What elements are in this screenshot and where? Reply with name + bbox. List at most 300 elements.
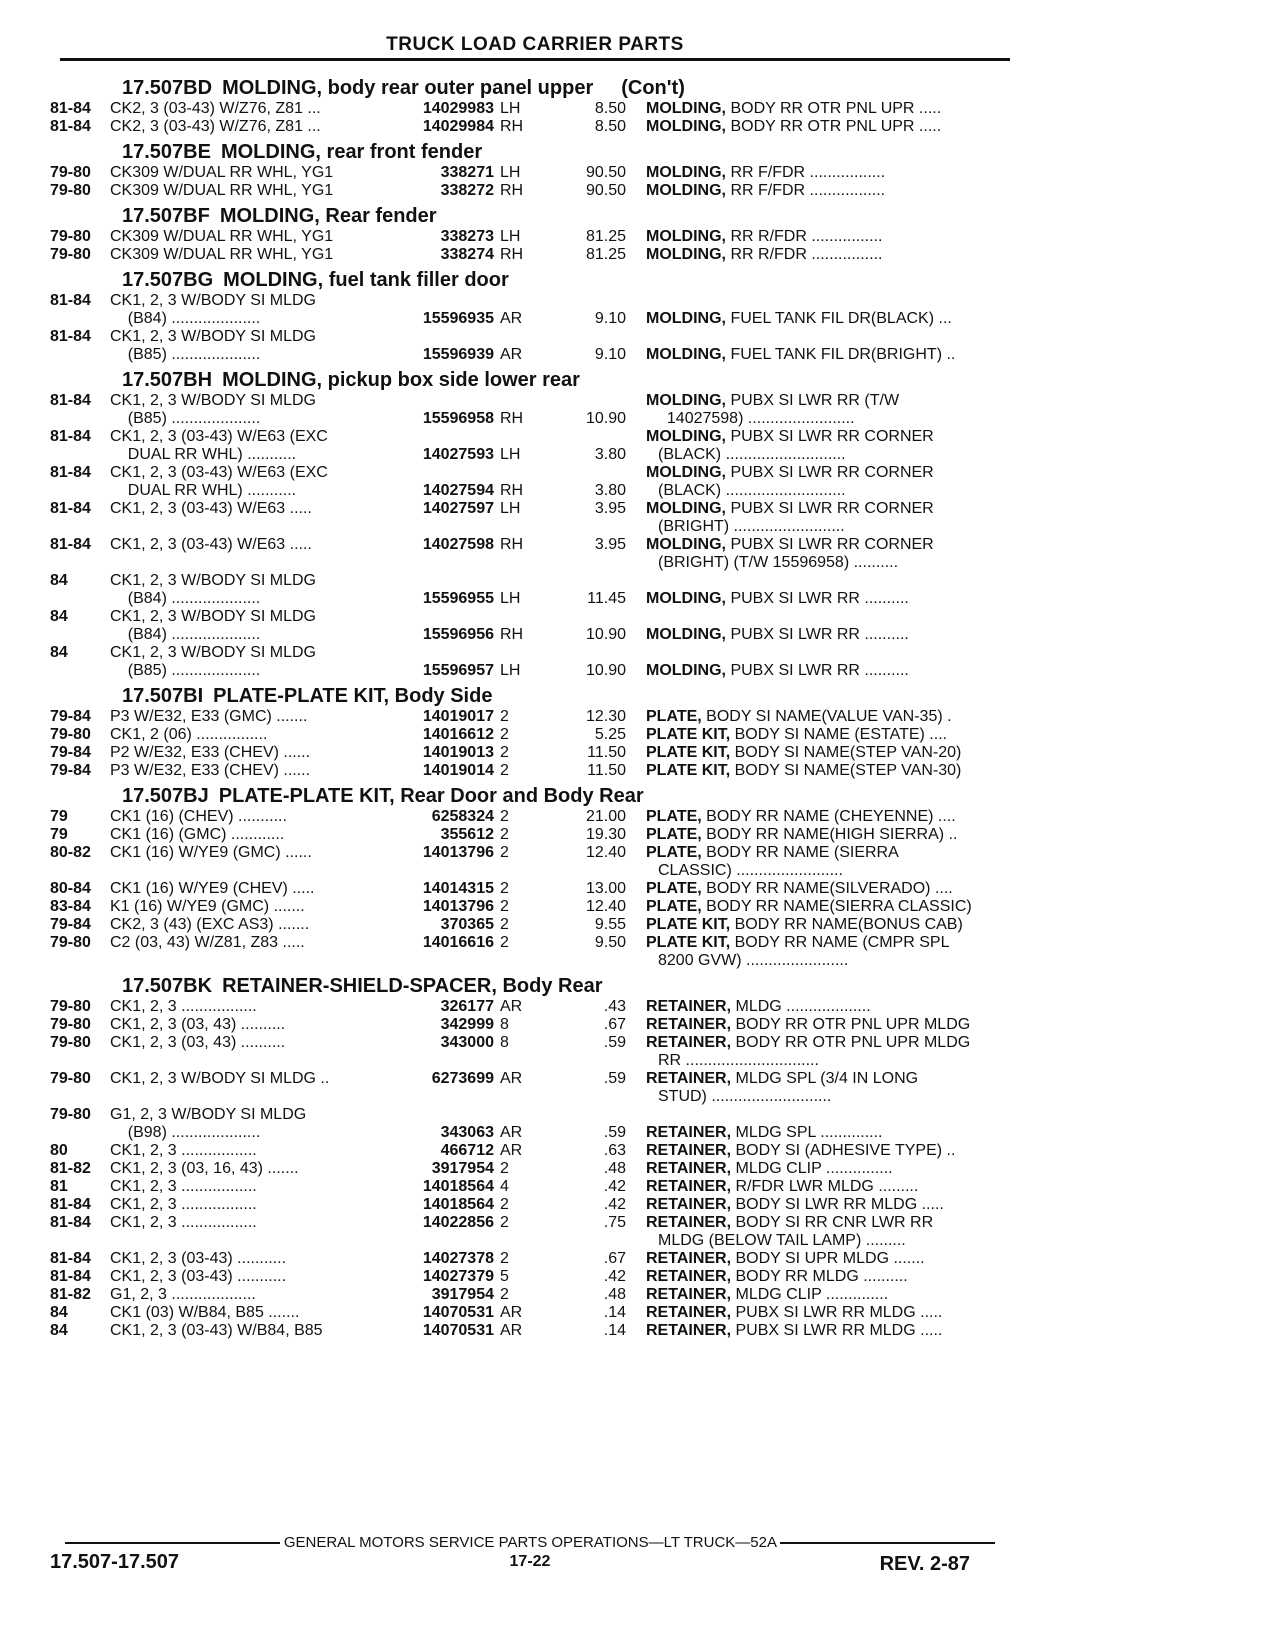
application bbox=[110, 292, 388, 328]
page-header bbox=[60, 34, 1010, 61]
description bbox=[646, 826, 1018, 844]
description-text: STUD) ........................... bbox=[658, 1088, 832, 1105]
application-line: CK1, 2, 3 (03, 43) .......... bbox=[110, 1034, 286, 1051]
application-line: P3 W/E32, E33 (GMC) ....... bbox=[110, 708, 308, 725]
part-row bbox=[50, 808, 1018, 826]
quantity-code: AR bbox=[500, 1322, 523, 1339]
description-noun: MOLDING, bbox=[646, 310, 726, 327]
application-line: CK1, 2, 3 (03, 43) .......... bbox=[110, 1016, 286, 1033]
description-text: MLDG CLIP ............... bbox=[735, 1160, 893, 1177]
part-row bbox=[50, 1106, 1018, 1142]
section-code: 17.507BD bbox=[122, 77, 213, 99]
description-text: (BRIGHT) ......................... bbox=[658, 518, 845, 535]
description bbox=[646, 916, 1018, 934]
part-row bbox=[50, 100, 1018, 118]
description-text: (BRIGHT) (T/W 15596958) .......... bbox=[658, 554, 899, 571]
application bbox=[110, 392, 388, 428]
description-line bbox=[646, 1268, 1018, 1286]
description bbox=[646, 898, 1018, 916]
price: .75 bbox=[603, 1214, 626, 1231]
model-years: 81-84 bbox=[50, 392, 91, 409]
price: 9.50 bbox=[594, 934, 626, 951]
description bbox=[646, 100, 1018, 118]
quantity-code: 2 bbox=[500, 762, 509, 779]
quantity-code: 5 bbox=[500, 1268, 509, 1285]
section-title: PLATE-PLATE KIT, bbox=[218, 785, 395, 807]
quantity-code: LH bbox=[500, 662, 521, 679]
description bbox=[646, 1322, 1018, 1340]
header-rule bbox=[60, 58, 1010, 61]
part-row bbox=[50, 1322, 1018, 1340]
price: 9.55 bbox=[594, 916, 626, 933]
application-line: CK309 W/DUAL RR WHL, YG1 bbox=[110, 246, 334, 263]
description-noun: RETAINER, bbox=[646, 1034, 732, 1051]
description-text: MLDG SPL (3/4 IN LONG bbox=[735, 1070, 919, 1087]
application-line: K1 (16) W/YE9 (GMC) ....... bbox=[110, 898, 305, 915]
application-line: CK1, 2, 3 (03-43) W/E63 (EXC bbox=[110, 464, 328, 481]
spacer bbox=[626, 1016, 646, 1034]
price: 5.25 bbox=[594, 726, 626, 743]
application-line: CK1, 2, 3 (03, 16, 43) ....... bbox=[110, 1160, 299, 1177]
application-line: CK1, 2, 3 (03-43) W/E63 (EXC bbox=[110, 428, 328, 445]
model-years: 81 bbox=[50, 1178, 68, 1195]
part-row bbox=[50, 998, 1018, 1016]
model-years: 83-84 bbox=[50, 898, 91, 915]
model-years: 80-82 bbox=[50, 844, 91, 861]
footer-rule-right bbox=[780, 1542, 995, 1544]
description-line bbox=[646, 410, 1018, 428]
description-line bbox=[646, 536, 1018, 554]
application-line: CK1 (16) W/YE9 (CHEV) ..... bbox=[110, 880, 315, 897]
part-number: 338271 bbox=[440, 164, 494, 181]
description bbox=[646, 934, 1018, 970]
description-noun: PLATE KIT, bbox=[646, 762, 731, 779]
quantity-code: LH bbox=[500, 590, 521, 607]
description-noun: MOLDING, bbox=[646, 246, 726, 263]
application-line: (B85) .................... bbox=[110, 662, 261, 679]
part-row bbox=[50, 1268, 1018, 1286]
model-years: 81-84 bbox=[50, 1250, 91, 1267]
description-line bbox=[646, 118, 1018, 136]
description-text: BODY SI NAME(STEP VAN-30) bbox=[734, 762, 962, 779]
part-number: 14022856 bbox=[422, 1214, 494, 1231]
description-text: RR R/FDR ................ bbox=[730, 246, 883, 263]
spacer bbox=[626, 762, 646, 780]
quantity-code: RH bbox=[500, 626, 524, 643]
application-line: CK1, 2, 3 W/BODY SI MLDG bbox=[110, 328, 316, 345]
application bbox=[110, 1322, 388, 1340]
model-years: 84 bbox=[50, 1322, 68, 1339]
part-number: 14013796 bbox=[422, 898, 494, 915]
model-years: 79-80 bbox=[50, 1016, 91, 1033]
quantity-code: AR bbox=[500, 1142, 523, 1159]
part-row bbox=[50, 608, 1018, 644]
part-row bbox=[50, 1016, 1018, 1034]
part-number: 14029983 bbox=[422, 100, 494, 117]
description-line bbox=[646, 246, 1018, 264]
application-line: CK2, 3 (43) (EXC AS3) ....... bbox=[110, 916, 310, 933]
application bbox=[110, 1016, 388, 1034]
part-number: 15596935 bbox=[422, 310, 494, 327]
application bbox=[110, 1196, 388, 1214]
quantity-code: 2 bbox=[500, 1214, 509, 1231]
description-noun: RETAINER, bbox=[646, 1178, 732, 1195]
quantity-code: 2 bbox=[500, 726, 509, 743]
description-text: BODY RR OTR PNL UPR MLDG bbox=[735, 1034, 971, 1051]
application-line: (B84) .................... bbox=[110, 310, 261, 327]
application bbox=[110, 1268, 388, 1286]
description bbox=[646, 392, 1018, 428]
application bbox=[110, 572, 388, 608]
price: 3.80 bbox=[594, 446, 626, 463]
model-years: 81-82 bbox=[50, 1160, 91, 1177]
part-row bbox=[50, 844, 1018, 880]
part-number: 14027597 bbox=[422, 500, 494, 517]
part-row bbox=[50, 292, 1018, 328]
spacer bbox=[626, 844, 646, 880]
quantity-code: 8 bbox=[500, 1016, 509, 1033]
quantity-code: LH bbox=[500, 446, 521, 463]
quantity-code: 2 bbox=[500, 808, 509, 825]
description-line bbox=[646, 1142, 1018, 1160]
spacer bbox=[626, 182, 646, 200]
part-number: 14018564 bbox=[422, 1196, 494, 1213]
application bbox=[110, 1070, 388, 1106]
description-noun: RETAINER, bbox=[646, 1214, 732, 1231]
description-noun: PLATE, bbox=[646, 708, 702, 725]
part-row bbox=[50, 708, 1018, 726]
spacer bbox=[626, 608, 646, 644]
description-noun: PLATE KIT, bbox=[646, 744, 731, 761]
price: 10.90 bbox=[585, 626, 626, 643]
description-text: CLASSIC) ........................ bbox=[658, 862, 843, 879]
description-noun: PLATE, bbox=[646, 826, 702, 843]
description-noun: PLATE, bbox=[646, 808, 702, 825]
price: 3.80 bbox=[594, 482, 626, 499]
price: 10.90 bbox=[585, 410, 626, 427]
quantity-code: AR bbox=[500, 346, 523, 363]
description-line bbox=[646, 662, 1018, 680]
application bbox=[110, 826, 388, 844]
section-heading bbox=[50, 974, 1018, 998]
spacer bbox=[626, 500, 646, 536]
application-line: CK1, 2, 3 W/BODY SI MLDG bbox=[110, 392, 316, 409]
quantity-code: 2 bbox=[500, 880, 509, 897]
description-text: BODY RR NAME(BONUS CAB) bbox=[734, 916, 963, 933]
application bbox=[110, 934, 388, 970]
part-number: 14027379 bbox=[422, 1268, 494, 1285]
description-text: BODY SI NAME(STEP VAN-20) bbox=[734, 744, 962, 761]
application-line: (B98) .................... bbox=[110, 1124, 261, 1141]
quantity-code: AR bbox=[500, 1070, 523, 1087]
price: 11.50 bbox=[587, 744, 626, 761]
spacer bbox=[626, 572, 646, 608]
description-text: BODY SI NAME (ESTATE) .... bbox=[734, 726, 948, 743]
section-heading bbox=[50, 204, 1018, 228]
application bbox=[110, 1250, 388, 1268]
application bbox=[110, 246, 388, 264]
description-line bbox=[646, 862, 1018, 880]
description-text: BODY SI RR CNR LWR RR bbox=[735, 1214, 934, 1231]
model-years: 79-80 bbox=[50, 998, 91, 1015]
part-number: 14070531 bbox=[422, 1322, 494, 1339]
description-noun: PLATE, bbox=[646, 880, 702, 897]
price: 90.50 bbox=[585, 182, 626, 199]
quantity-code: AR bbox=[500, 310, 523, 327]
section-code: 17.507BH bbox=[122, 369, 213, 391]
description-line bbox=[646, 726, 1018, 744]
description bbox=[646, 708, 1018, 726]
section-subtitle: fuel tank filler door bbox=[328, 269, 509, 291]
application-line: CK1, 2, 3 (03-43) ........... bbox=[110, 1250, 287, 1267]
description-line bbox=[646, 1178, 1018, 1196]
model-years: 81-84 bbox=[50, 328, 91, 345]
model-years: 79-80 bbox=[50, 1106, 91, 1123]
quantity-code: LH bbox=[500, 500, 521, 517]
spacer bbox=[626, 808, 646, 826]
part-number: 338273 bbox=[440, 228, 494, 245]
spacer bbox=[626, 644, 646, 680]
part-row bbox=[50, 644, 1018, 680]
description-line bbox=[646, 310, 1018, 328]
description-line bbox=[646, 346, 1018, 364]
description-noun: RETAINER, bbox=[646, 1196, 732, 1213]
description-line bbox=[646, 1196, 1018, 1214]
price: 11.50 bbox=[587, 762, 626, 779]
application-line: CK1, 2, 3 ................. bbox=[110, 998, 257, 1015]
model-years: 81-84 bbox=[50, 428, 91, 445]
model-years: 79-84 bbox=[50, 708, 91, 725]
model-years: 81-84 bbox=[50, 292, 91, 309]
spacer bbox=[626, 246, 646, 264]
part-row bbox=[50, 826, 1018, 844]
application bbox=[110, 1034, 388, 1070]
part-number: 15596955 bbox=[422, 590, 494, 607]
part-number: 15596957 bbox=[422, 662, 494, 679]
quantity-code: LH bbox=[500, 100, 521, 117]
price: 90.50 bbox=[585, 164, 626, 181]
price: .48 bbox=[603, 1160, 626, 1177]
model-years: 84 bbox=[50, 644, 68, 661]
part-row bbox=[50, 916, 1018, 934]
part-row bbox=[50, 1034, 1018, 1070]
description-line bbox=[646, 1070, 1018, 1088]
part-number: 355612 bbox=[440, 826, 494, 843]
spacer bbox=[626, 934, 646, 970]
application-line: CK2, 3 (03-43) W/Z76, Z81 ... bbox=[110, 118, 321, 135]
application bbox=[110, 500, 388, 536]
part-row bbox=[50, 1304, 1018, 1322]
description-text: BODY SI LWR RR MLDG ..... bbox=[735, 1196, 944, 1213]
part-number: 6273699 bbox=[431, 1070, 494, 1087]
part-row bbox=[50, 328, 1018, 364]
price: .48 bbox=[603, 1286, 626, 1303]
application bbox=[110, 808, 388, 826]
description bbox=[646, 1124, 1018, 1142]
model-years: 79-80 bbox=[50, 1070, 91, 1087]
description bbox=[646, 844, 1018, 880]
description-line bbox=[646, 554, 1018, 572]
description-line bbox=[646, 952, 1018, 970]
model-years: 84 bbox=[50, 572, 68, 589]
application bbox=[110, 182, 388, 200]
description-noun: PLATE KIT, bbox=[646, 934, 731, 951]
model-years: 81-84 bbox=[50, 1196, 91, 1213]
description-line bbox=[646, 464, 1018, 482]
application-line: CK1, 2, 3 W/BODY SI MLDG bbox=[110, 292, 316, 309]
quantity-code: RH bbox=[500, 410, 524, 427]
spacer bbox=[626, 1268, 646, 1286]
section-code: 17.507BE bbox=[122, 141, 211, 163]
price: .14 bbox=[603, 1322, 626, 1339]
part-number: 14027598 bbox=[422, 536, 494, 553]
price: 12.40 bbox=[585, 844, 626, 861]
spacer bbox=[626, 1286, 646, 1304]
description-noun: RETAINER, bbox=[646, 1250, 732, 1267]
part-number: 326177 bbox=[440, 998, 494, 1015]
application bbox=[110, 1304, 388, 1322]
spacer bbox=[626, 1250, 646, 1268]
application bbox=[110, 1214, 388, 1250]
part-number: 14019013 bbox=[422, 744, 494, 761]
application bbox=[110, 1160, 388, 1178]
application bbox=[110, 118, 388, 136]
description bbox=[646, 1286, 1018, 1304]
part-number: 14013796 bbox=[422, 844, 494, 861]
application-line: CK309 W/DUAL RR WHL, YG1 bbox=[110, 164, 334, 181]
description bbox=[646, 428, 1018, 464]
application-line: CK1, 2, 3 W/BODY SI MLDG .. bbox=[110, 1070, 330, 1087]
description bbox=[646, 1016, 1018, 1034]
part-number: 342999 bbox=[440, 1016, 494, 1033]
spacer bbox=[626, 1304, 646, 1322]
description-noun: RETAINER, bbox=[646, 1142, 732, 1159]
description bbox=[646, 1160, 1018, 1178]
application-line: C2 (03, 43) W/Z81, Z83 ..... bbox=[110, 934, 305, 951]
description-text: 14027598) ........................ bbox=[658, 410, 855, 427]
price: .42 bbox=[603, 1178, 626, 1195]
application-line: CK1, 2 (06) ................ bbox=[110, 726, 268, 743]
application-line: CK1, 2, 3 ................. bbox=[110, 1178, 257, 1195]
section-heading bbox=[50, 76, 1018, 100]
application-line: DUAL RR WHL) ........... bbox=[110, 446, 297, 463]
part-row bbox=[50, 880, 1018, 898]
description-noun: PLATE, bbox=[646, 844, 702, 861]
description-noun: PLATE KIT, bbox=[646, 916, 731, 933]
spacer bbox=[626, 826, 646, 844]
application bbox=[110, 328, 388, 364]
model-years: 79-80 bbox=[50, 1034, 91, 1051]
application-line: CK1, 2, 3 (03-43) W/B84, B85 bbox=[110, 1322, 323, 1339]
part-row bbox=[50, 1214, 1018, 1250]
description bbox=[646, 464, 1018, 500]
price: .63 bbox=[603, 1142, 626, 1159]
description-noun: MOLDING, bbox=[646, 118, 726, 135]
description-line bbox=[646, 182, 1018, 200]
application-line: P2 W/E32, E33 (CHEV) ...... bbox=[110, 744, 311, 761]
description bbox=[646, 626, 1018, 644]
price: .59 bbox=[603, 1124, 626, 1141]
description-noun: RETAINER, bbox=[646, 1070, 732, 1087]
section-title: MOLDING, bbox=[220, 141, 321, 163]
part-row bbox=[50, 726, 1018, 744]
section-subtitle: body rear outer panel upper bbox=[327, 77, 594, 99]
application bbox=[110, 844, 388, 880]
part-number: 14019014 bbox=[422, 762, 494, 779]
application-line: DUAL RR WHL) ........... bbox=[110, 482, 297, 499]
part-number: 14029984 bbox=[422, 118, 494, 135]
application bbox=[110, 608, 388, 644]
application-line: CK309 W/DUAL RR WHL, YG1 bbox=[110, 228, 334, 245]
quantity-code: 2 bbox=[500, 744, 509, 761]
application-line: (B84) .................... bbox=[110, 590, 261, 607]
spacer bbox=[626, 392, 646, 428]
description-line bbox=[646, 880, 1018, 898]
description bbox=[646, 500, 1018, 536]
part-number: 466712 bbox=[440, 1142, 494, 1159]
application-line: CK1 (16) W/YE9 (GMC) ...... bbox=[110, 844, 312, 861]
section-subtitle: Body Side bbox=[394, 685, 493, 707]
price: .42 bbox=[603, 1268, 626, 1285]
description-text: (BLACK) ........................... bbox=[658, 446, 846, 463]
description-line bbox=[646, 708, 1018, 726]
part-row bbox=[50, 934, 1018, 970]
part-number: 14016612 bbox=[422, 726, 494, 743]
part-row bbox=[50, 898, 1018, 916]
model-years: 81-84 bbox=[50, 536, 91, 553]
application-line: CK1 (03) W/B84, B85 ....... bbox=[110, 1304, 300, 1321]
description-line bbox=[646, 590, 1018, 608]
description-line bbox=[646, 744, 1018, 762]
description-text: MLDG (BELOW TAIL LAMP) ......... bbox=[658, 1232, 906, 1249]
price: .59 bbox=[603, 1034, 626, 1051]
section-title: RETAINER-SHIELD-SPACER, bbox=[222, 975, 497, 997]
description-text: RR .............................. bbox=[658, 1052, 819, 1069]
description bbox=[646, 726, 1018, 744]
section-subtitle: pickup box side lower rear bbox=[327, 369, 580, 391]
model-years: 79-80 bbox=[50, 726, 91, 743]
section-title: PLATE-PLATE KIT, bbox=[213, 685, 390, 707]
application-line: CK1, 2, 3 (03-43) W/E63 ..... bbox=[110, 536, 312, 553]
price: 81.25 bbox=[585, 228, 626, 245]
price: 9.10 bbox=[594, 310, 626, 327]
description bbox=[646, 1034, 1018, 1070]
part-row bbox=[50, 392, 1018, 428]
application bbox=[110, 898, 388, 916]
description-noun: RETAINER, bbox=[646, 1268, 732, 1285]
description bbox=[646, 1196, 1018, 1214]
footer-bottom bbox=[50, 1551, 1010, 1577]
description-text: 8200 GVW) ....................... bbox=[658, 952, 849, 969]
section-code: 17.507BJ bbox=[122, 785, 209, 807]
description-noun: MOLDING, bbox=[646, 464, 726, 481]
application bbox=[110, 708, 388, 726]
description-noun: RETAINER, bbox=[646, 1286, 732, 1303]
description-line bbox=[646, 626, 1018, 644]
description-line bbox=[646, 1322, 1018, 1340]
part-row bbox=[50, 1178, 1018, 1196]
application-line: CK1, 2, 3 W/BODY SI MLDG bbox=[110, 572, 316, 589]
description-line bbox=[646, 934, 1018, 952]
description bbox=[646, 182, 1018, 200]
description bbox=[646, 744, 1018, 762]
part-row bbox=[50, 428, 1018, 464]
quantity-code: 2 bbox=[500, 916, 509, 933]
description-text: BODY RR NAME(HIGH SIERRA) .. bbox=[706, 826, 958, 843]
description-text: BODY RR NAME(SIERRA CLASSIC) bbox=[706, 898, 972, 915]
quantity-code: 2 bbox=[500, 1286, 509, 1303]
spacer bbox=[626, 744, 646, 762]
